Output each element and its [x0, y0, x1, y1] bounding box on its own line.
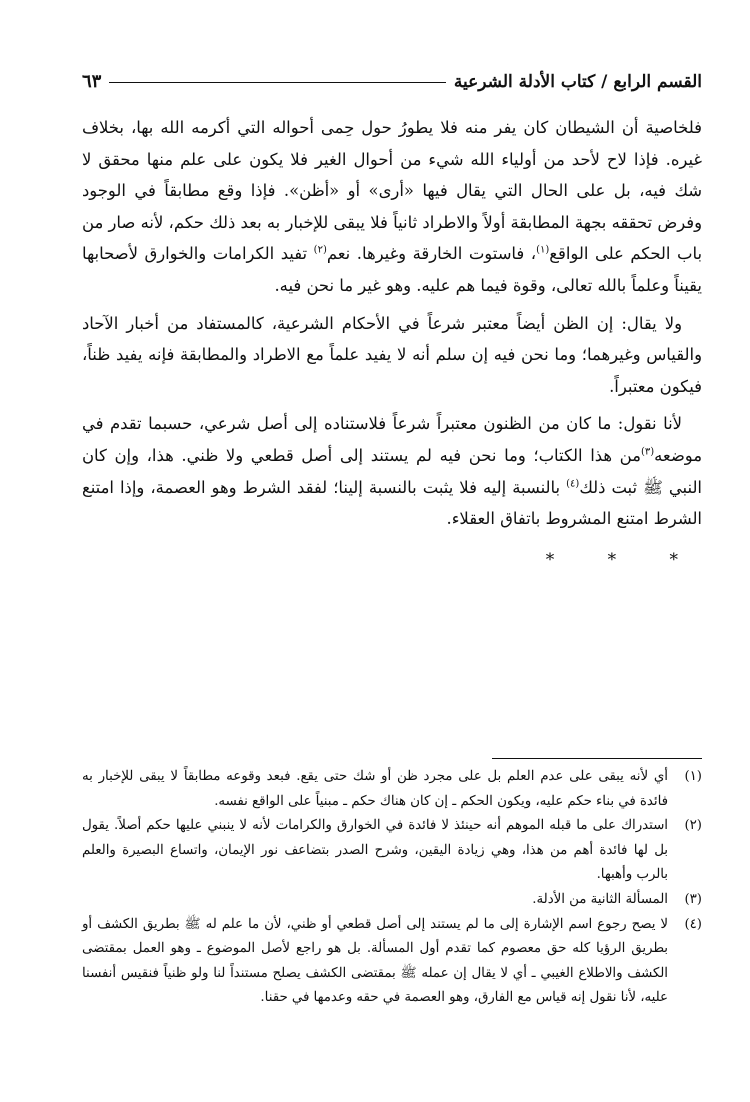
text-run: فلخاصية أن الشيطان كان يفر منه فلا يطورُ حول حِمى أحواله التي أكرمه الله بها، بخلاف غيره. فإذا لاح لأحد من أولياء الله شيء من أحوال الغير فلا يكون على علم منها محقق لا شك فيه، بل على الحال التي يقال فيها «أرى» أو «أظن». فإذا وقع مطابقاً في الوجود وفرض تحققه بجهة المطابقة أولاً والاطراد ثانياً فلا يبقى للإخبار به بعد ذلك حكم، لأنه صار من باب الحكم على الواقع	[82, 118, 703, 264]
footnote-ref: (١)	[536, 244, 550, 256]
footnote	[82, 913, 702, 1011]
footnote	[82, 888, 702, 913]
text-run: بالنسبة إليه فلا يثبت بالنسبة إلينا؛ لفقد الشرط وهو العصمة، وإذا امتنع الشرط امتنع المشروط باتفاق العقلاء.	[82, 477, 702, 529]
footnote-text: لا يصح رجوع اسم الإشارة إلى ما لم يستند إلى أصل قطعي أو ظني، لأن ما علم له ﷺ بطريق الكشف أو بطريق الرؤيا كله حق معصوم كما تقدم أول المسألة. بل هو راجع لأصل الموضوع ـ وهو العمل بمقتضى الكشف والاطلاع الغيبي ـ أي لا يقال إن عمله ﷺ بمقتضى الكشف يصلح مستنداً لنا ولو ظنياً فنقيس أنفسنا عليه، لأنا نقول إنه قياس مع الفارق، وهو العصمة في حقه وعدمها في حقنا.	[82, 916, 668, 1006]
footnote-text: استدراك على ما قبله الموهم أنه حينئذ لا فائدة في الخوارق والكرامات لأنه لا ينبني عليها حكم أصلاً. يقول بل لها فائدة أهم من هذا، وهي زيادة اليقين، وشرح الصدر بتضاعف نور الإيمان، واتساع البصيرة والعلم بالرب وأهبها.	[82, 818, 668, 883]
text-run: من هذا الكتاب؛ وما نحن فيه لم يستند إلى أصل قطعي ولا ظني. هذا، وإن كان النبي ﷺ ثبت ذلك	[82, 445, 702, 497]
text-run: تفيد الكرامات والخوارق لأصحابها يقيناً وعلماً بالله تعالى، وقوة فيما هم عليه. وهو غير ما نحن فيه.	[82, 244, 702, 295]
footnote-ref: (٢)	[313, 244, 327, 256]
running-header	[82, 58, 702, 92]
running-title: القسم الرابع / كتاب الأدلة الشرعية	[453, 72, 702, 92]
footnote-rule	[492, 758, 702, 759]
page-number: ٦٣	[82, 71, 102, 92]
footnote-ref: (٣)	[640, 446, 655, 458]
footnote-text: المسألة الثانية من الأدلة.	[532, 891, 668, 907]
footnote-number: (١)	[684, 769, 702, 784]
paragraph	[82, 308, 702, 403]
paragraph	[82, 408, 702, 534]
text-run: لأنا نقول: ما كان من الظنون معتبراً شرعاً فلاستناده إلى أصل شرعي، حسبما تقدم في موضعه	[82, 414, 702, 465]
footnote-number: (٤)	[684, 916, 702, 932]
footnote	[82, 765, 702, 814]
text-run: ولا يقال: إن الظن أيضاً معتبر شرعاً في الأحكام الشرعية، كالمستفاد من أخبار الآحاد والقياس وغيرهما؛ وما نحن فيه إن سلم أنه لا يفيد علماً مع الاطراد والمطابقة فإنه يفيد ظناً، فيكون معتبراً.	[82, 313, 702, 396]
footnote-ref: (٤)	[566, 478, 580, 490]
footnote	[82, 814, 702, 888]
paragraph	[82, 112, 702, 302]
text-run: ، فاستوت الخارقة وغيرها. نعم	[326, 244, 537, 264]
footnote-number: (٣)	[684, 891, 702, 907]
section-separator: * * *	[545, 549, 702, 570]
footnote-number: (٢)	[684, 818, 702, 834]
footnote-text: أي لأنه يبقى على عدم العلم بل على مجرد ظن أو شك حتى يقع. فبعد وقوعه مطابقاً لا يبقى للإخبار به فائدة في بناء حكم عليه، ويكون الحكم ـ إن كان هناك حكم ـ مبنياً على الواقع نفسه.	[82, 769, 668, 809]
header-rule	[109, 82, 446, 83]
main-text	[82, 112, 702, 576]
book-page	[82, 58, 702, 1078]
footnotes	[82, 758, 702, 1011]
